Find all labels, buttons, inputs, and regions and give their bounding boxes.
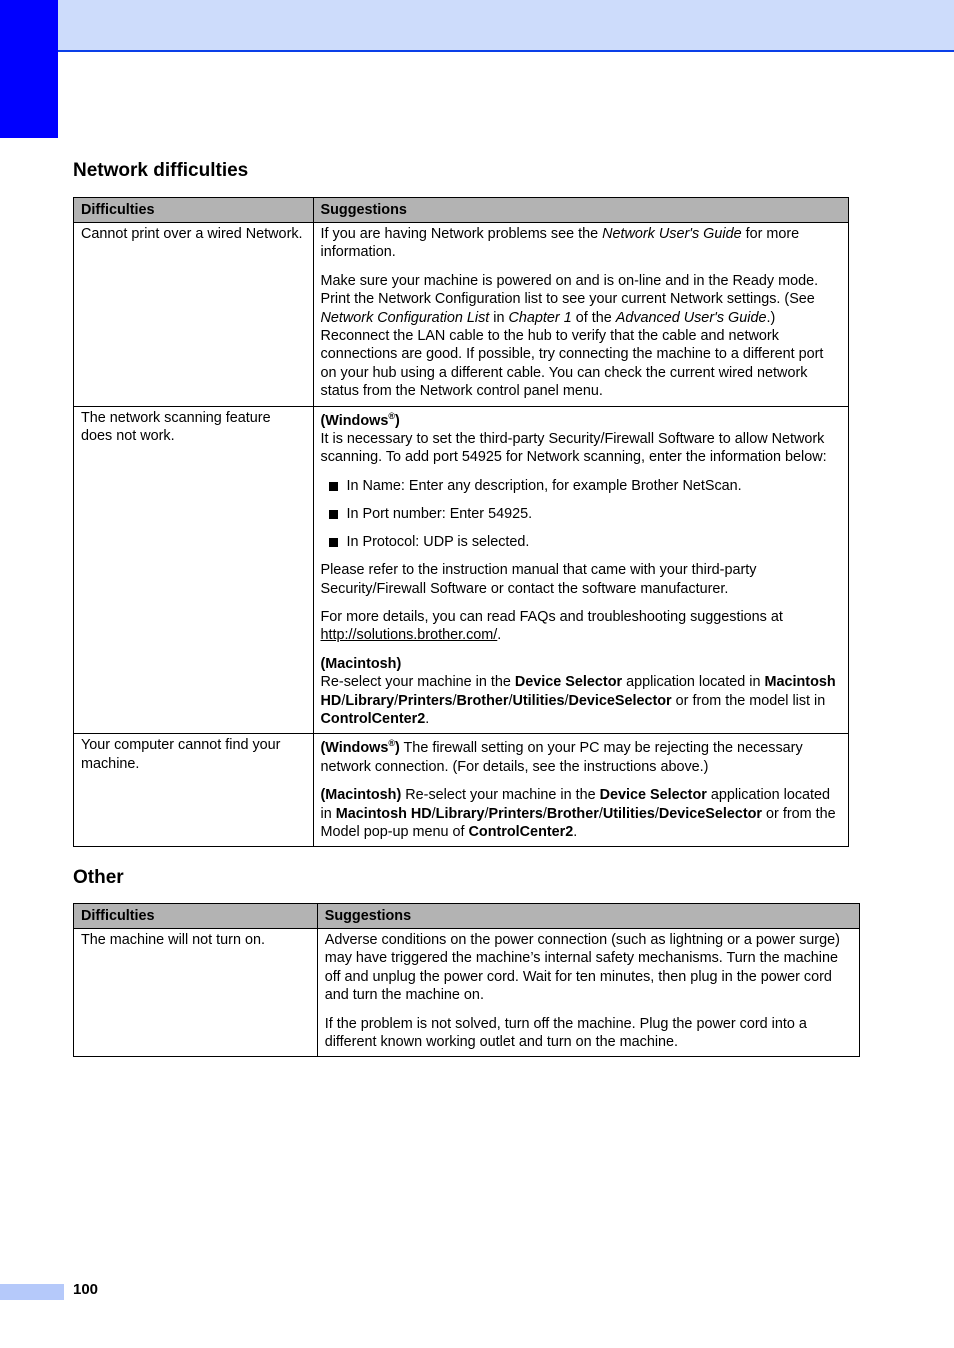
windows-heading: (Windows®) [320,410,400,429]
table-row [74,223,849,407]
macintosh-section: (Macintosh) Re-select your machine in the Device Selector application located in Macintosh HD/Library/Printers/Brother/Utilities/DeviceSelector or from the model list in ControlCenter2. [320,655,836,727]
square-bullet-icon [329,538,338,547]
windows-section: (Windows®) It is necessary to set the third-party Security/Firewall Software to allow Network scanning. To add port 54925 for Network scanning, enter the information below: [320,410,827,466]
column-header-difficulties: Difficulties [74,904,318,929]
square-bullet-icon [329,482,338,491]
section-title-other: Other [73,867,124,888]
suggestion-cell [317,929,859,1057]
suggestion-paragraph: Make sure your machine is powered on and is on-line and in the Ready mode. Print the Network Configuration list to see your current Network settings. (See Network Configuration List in Chapter 1 of the Advanced User's Guide.) Reconnect the LAN cable to the hub to verify that the cable and network connections are good. If possible, try connecting the machine to a different port on your hub using a different cable. You can check the current wired network status from the Network control panel menu. [320,272,824,400]
table-row [74,734,849,847]
macintosh-paragraph: (Macintosh) Re-select your machine in the Device Selector application located in Macintosh HD/Library/Printers/Brother/Utilities/DeviceSelector or from the Model pop-up menu of ControlCenter2. [320,787,836,840]
macintosh-heading: (Macintosh) [320,655,402,672]
suggestion-paragraph: Adverse conditions on the power connection (such as lightning or a power surge) may have triggered the machine’s internal safety mechanisms. Turn the machine off and unplug the power cord. Wait for ten minutes, then plug in the power cord and turn the machine on. [324,932,840,1004]
page-number: 100 [73,1281,99,1298]
table-header-row [74,198,849,223]
page-number-bar [0,1284,64,1300]
network-difficulties-table [73,197,849,847]
difficulty-cell: The network scanning feature does not work. [74,406,314,734]
suggestion-cell [313,406,848,734]
list-item: In Port number: Enter 54925. [329,505,841,523]
suggestion-cell [313,734,848,847]
section-title-network: Network difficulties [73,160,249,181]
other-difficulties-table [73,903,860,1057]
column-header-difficulties: Difficulties [74,198,314,223]
column-header-suggestions: Suggestions [313,198,848,223]
square-bullet-icon [329,510,338,519]
suggestion-paragraph: If the problem is not solved, turn off the machine. Plug the power cord into a different known working outlet and turn on the machine. [324,1015,807,1051]
difficulty-cell: The machine will not turn on. [74,929,318,1057]
list-item: In Protocol: UDP is selected. [329,533,841,551]
suggestion-paragraph: If you are having Network problems see the Network User's Guide for more information. [320,226,800,261]
suggestion-paragraph: Please refer to the instruction manual that came with your third-party Security/Firewall Software or contact the software manufacturer. [320,562,757,597]
suggestion-cell [313,223,848,407]
difficulty-cell: Cannot print over a wired Network. [74,223,314,407]
windows-paragraph: (Windows®) The firewall setting on your PC may be rejecting the necessary network connection. (For details, see the instructions above.) [320,738,803,775]
table-header-row [74,904,860,929]
support-link[interactable]: http://solutions.brother.com/ [320,627,498,644]
port-settings-list [321,477,841,551]
header-band [0,0,954,52]
table-row [74,929,860,1057]
table-row [74,406,849,734]
chapter-tab-marker [0,0,58,138]
faq-paragraph: For more details, you can read FAQs and troubleshooting suggestions at http://solutions.brother.com/. [320,608,783,644]
difficulty-cell: Your computer cannot find your machine. [74,734,314,847]
column-header-suggestions: Suggestions [317,904,859,929]
guide-reference: Network User's Guide [602,226,742,242]
list-item: In Name: Enter any description, for example Brother NetScan. [329,477,841,495]
